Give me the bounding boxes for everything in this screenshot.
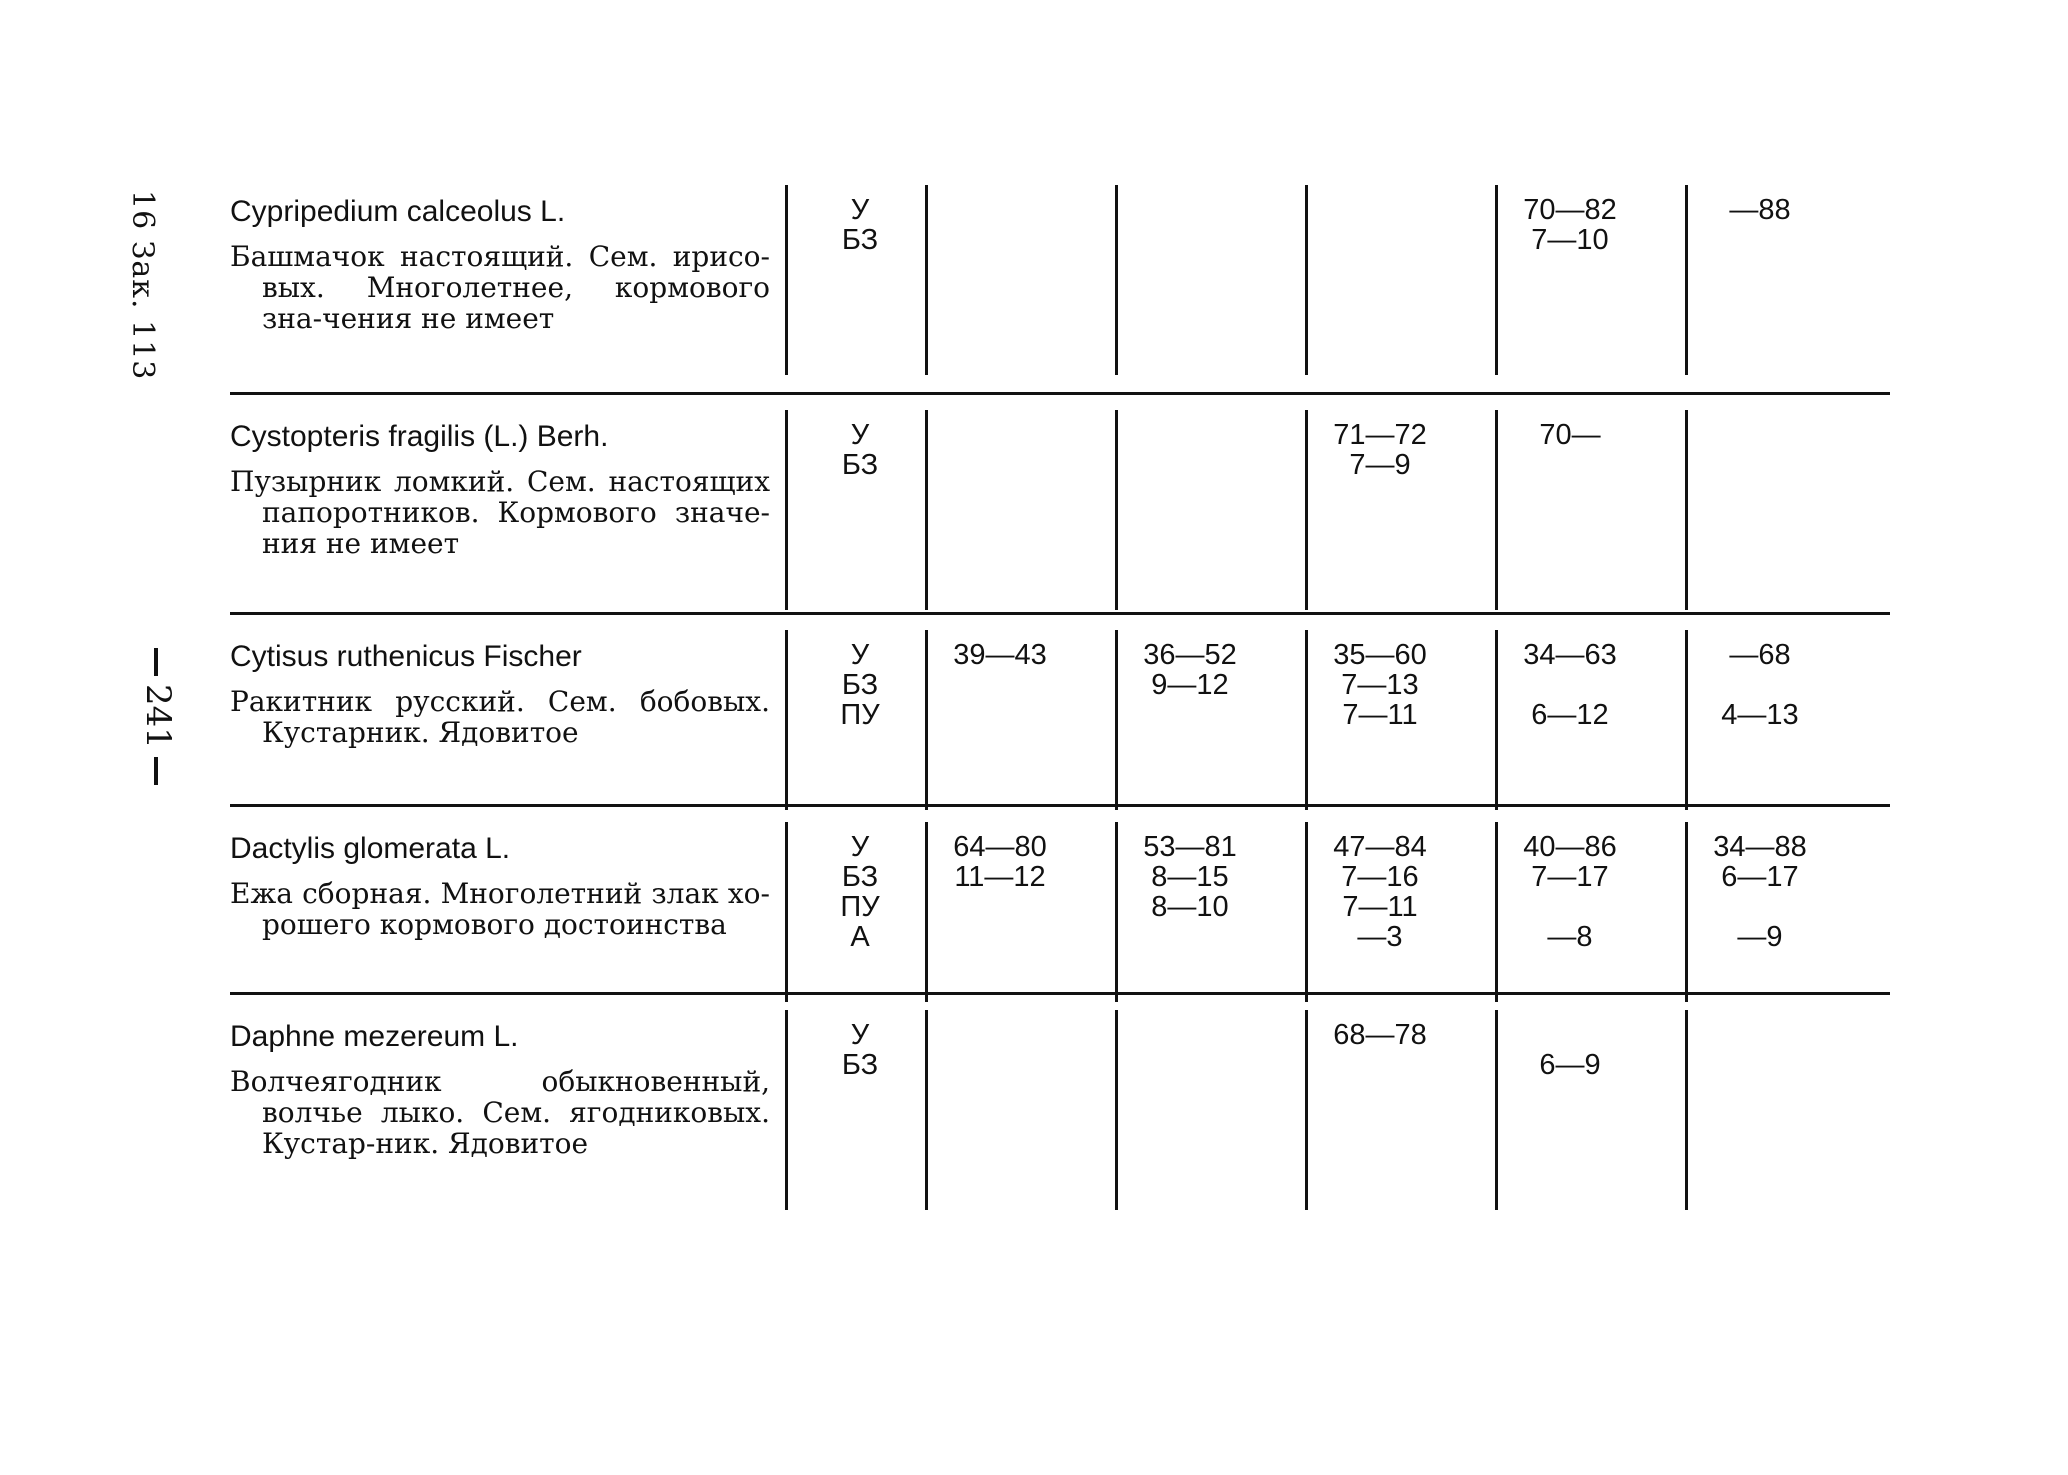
cell-value: 64—80 [953,831,1047,863]
habitat-codes-cell [790,420,930,480]
column-divider [785,410,788,610]
habitat-code: У [850,1019,870,1051]
cell-value: 11—12 [954,861,1046,893]
cell-value: —3 [1357,921,1403,953]
latin-name: Cypripedium calceolus L. [230,195,566,228]
row-separator [230,392,1890,395]
cell-value: 70—82 [1523,194,1617,226]
value-cell-c1 [930,832,1070,892]
column-divider [1305,410,1308,610]
column-divider [1115,410,1118,610]
cell-value [1500,892,1640,922]
cell-value [1500,1020,1640,1050]
value-cell-c4 [1500,1020,1640,1080]
column-divider [1115,822,1118,1002]
column-divider [1685,822,1688,1002]
habitat-codes-cell [790,640,930,730]
table-row [230,195,1890,385]
cell-value: 7—10 [1531,224,1609,256]
column-divider [1115,1010,1118,1210]
latin-name: Dactylis glomerata L. [230,832,511,865]
table-row [230,640,1890,820]
cell-value: —8 [1547,921,1593,953]
value-cell-c3 [1310,640,1450,730]
column-divider [1305,822,1308,1002]
row-separator [230,804,1890,807]
cell-value: 34—88 [1713,831,1807,863]
cell-value: 6—9 [1539,1049,1601,1081]
cell-value: 36—52 [1143,639,1237,671]
column-divider [785,1010,788,1210]
cell-value: —68 [1729,639,1791,671]
habitat-codes-cell [790,1020,930,1080]
cell-value: —9 [1737,921,1783,953]
column-divider [1115,630,1118,810]
cell-value: 6—17 [1721,861,1799,893]
value-cell-c4 [1500,420,1640,450]
column-divider [785,185,788,375]
cell-value: —88 [1729,194,1791,226]
value-cell-c3 [1310,832,1450,952]
cell-value: 53—81 [1143,831,1237,863]
value-cell-c4 [1500,640,1640,730]
value-cell-c5 [1690,640,1830,730]
column-divider [785,822,788,1002]
latin-name: Cystopteris fragilis (L.) Berh. [230,420,609,453]
cell-value: 9—12 [1151,669,1229,701]
value-cell-c1 [930,640,1070,670]
cell-value: 7—11 [1342,699,1418,731]
column-divider [1495,822,1498,1002]
cell-value: 7—16 [1341,861,1419,893]
habitat-code: У [850,419,870,451]
habitat-codes-cell [790,832,930,952]
habitat-codes-cell [790,195,930,255]
cell-value [1690,670,1830,700]
species-description: Ракитник русский. Сем. бобовых. Кустарник. Ядовитое [230,685,770,749]
cell-value: 39—43 [953,639,1047,671]
species-name-cell [230,195,770,334]
habitat-code: БЗ [841,449,879,481]
column-divider [1685,410,1688,610]
value-cell-c4 [1500,195,1640,255]
column-divider [1305,1010,1308,1210]
page-number [138,640,178,793]
value-cell-c4 [1500,832,1640,952]
value-cell-c5 [1690,832,1830,952]
column-divider [1305,630,1308,810]
habitat-code: ПУ [840,891,880,923]
cell-value: 7—17 [1531,861,1609,893]
column-divider [1495,630,1498,810]
row-separator [230,612,1890,615]
habitat-code: У [850,194,870,226]
cell-value: 35—60 [1333,639,1427,671]
species-name-cell [230,640,770,748]
cell-value: 7—13 [1341,669,1419,701]
habitat-code: У [850,831,870,863]
column-divider [785,630,788,810]
habitat-code: ПУ [840,699,880,731]
species-description: Башмачок настоящий. Сем. ирисо-вых. Многолетнее, кормового зна-чения не имеет [230,240,770,335]
column-divider [1495,410,1498,610]
table-row [230,420,1890,620]
side-order-note: 16 Зак. 113 [125,190,160,381]
cell-value: 34—63 [1523,639,1617,671]
latin-name: Daphne mezereum L. [230,1020,519,1053]
value-cell-c5 [1690,195,1830,225]
column-divider [1685,1010,1688,1210]
habitat-code: БЗ [841,224,879,256]
value-cell-c2 [1120,832,1260,922]
cell-value: 8—15 [1151,861,1229,893]
dash-left [154,648,158,676]
cell-value [1500,670,1640,700]
cell-value: 71—72 [1333,419,1427,451]
species-description: Ежа сборная. Многолетний злак хо-рошего кормового достоинства [230,877,770,941]
page-number-value: 241 [138,684,178,749]
cell-value: 7—9 [1349,449,1411,481]
species-description: Волчеягодник обыкновенный, волчье лыко. Сем. ягодниковых. Кустар-ник. Ядовитое [230,1065,770,1160]
habitat-code: БЗ [841,861,879,893]
species-name-cell [230,832,770,940]
column-divider [1495,185,1498,375]
habitat-code: У [850,639,870,671]
cell-value: 47—84 [1333,831,1427,863]
value-cell-c3 [1310,1020,1450,1050]
value-cell-c2 [1120,640,1260,700]
cell-value: 6—12 [1531,699,1609,731]
species-name-cell [230,420,770,559]
latin-name: Cytisus ruthenicus Fischer [230,640,582,673]
column-divider [1115,185,1118,375]
dash-right [154,757,158,785]
habitat-code: А [850,921,870,953]
cell-value: 40—86 [1523,831,1617,863]
row-separator [230,992,1890,995]
cell-value: 8—10 [1151,891,1229,923]
habitat-code: БЗ [841,1049,879,1081]
species-description: Пузырник ломкий. Сем. настоящих папоротников. Кормового значе-ния не имеет [230,465,770,560]
habitat-code: БЗ [841,669,879,701]
value-cell-c3 [1310,420,1450,480]
column-divider [1685,185,1688,375]
cell-value: 7—11 [1342,891,1418,923]
cell-value: 68—78 [1333,1019,1427,1051]
table-row [230,1020,1890,1220]
species-name-cell [230,1020,770,1159]
column-divider [1305,185,1308,375]
column-divider [1685,630,1688,810]
column-divider [1495,1010,1498,1210]
table-row [230,832,1890,1012]
cell-value [1690,892,1830,922]
cell-value: 4—13 [1721,699,1799,731]
cell-value: 70— [1539,419,1601,451]
